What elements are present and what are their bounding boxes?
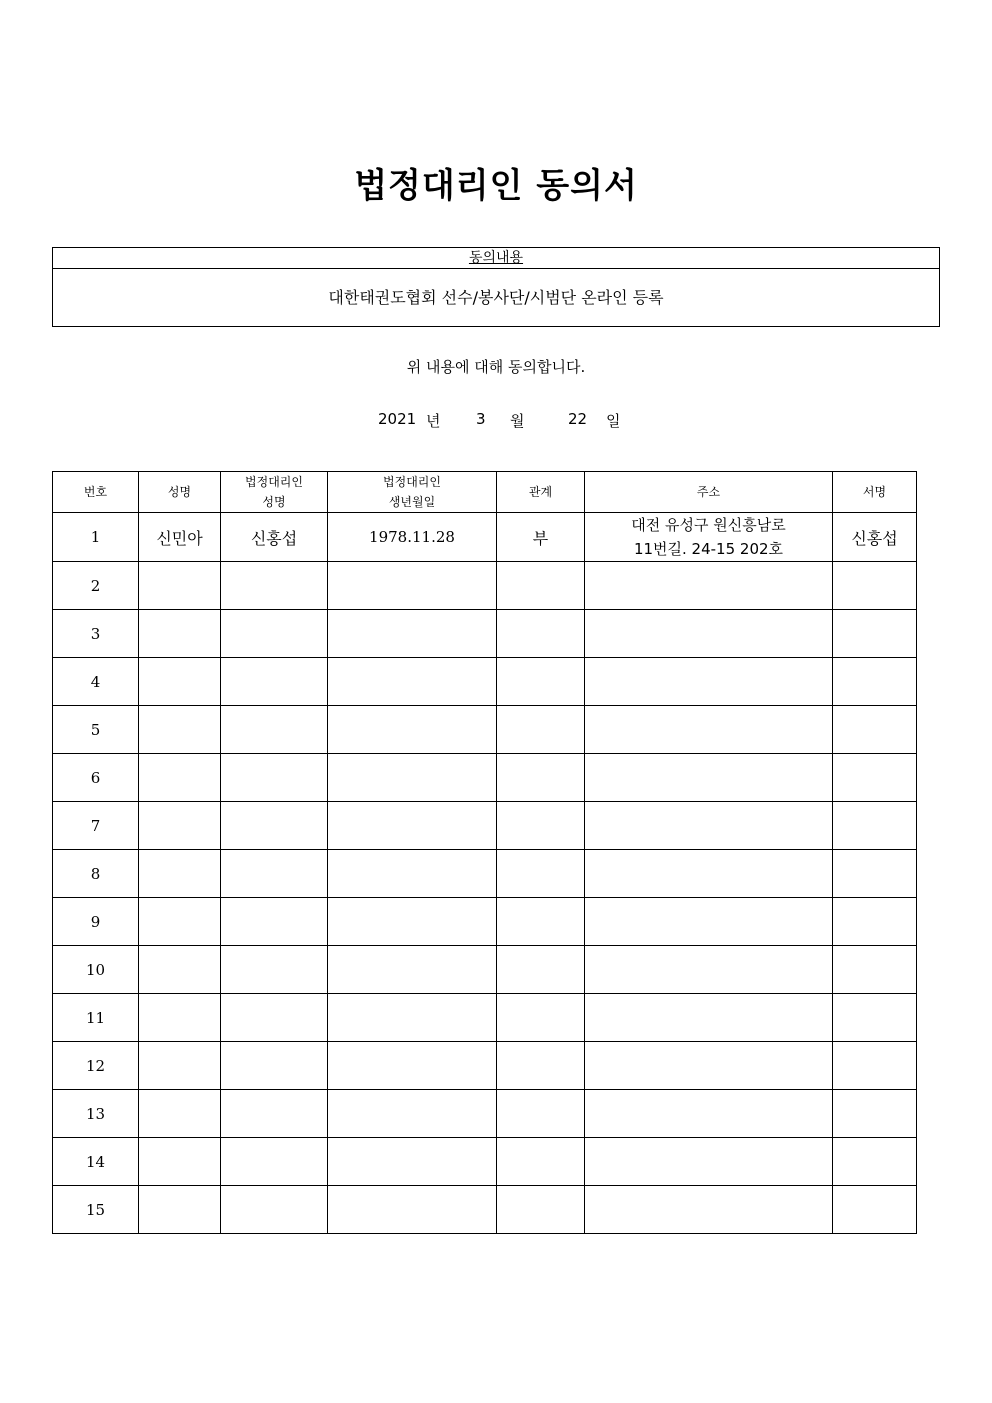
cell-address[interactable] [585,513,833,562]
address-line-2: 11번길. 24-15 202호 [633,540,784,558]
cell-signature[interactable] [833,946,917,994]
date-month: 3 [476,410,486,428]
cell-name[interactable] [139,1138,221,1186]
cell-address[interactable] [585,898,833,946]
cell-relation[interactable] [497,610,585,658]
header-address: 주소 [585,472,833,513]
table-row [53,946,917,994]
cell-relation[interactable] [497,850,585,898]
cell-guardian-birth[interactable] [328,994,497,1042]
cell-guardian-name[interactable] [221,1042,328,1090]
cell-signature[interactable] [833,1186,917,1234]
table-row [53,898,917,946]
cell-name[interactable] [139,706,221,754]
header-guardian-birth: 법정대리인 생년월일 [328,472,497,513]
cell-address[interactable] [585,754,833,802]
cell-guardian-name[interactable] [221,1090,328,1138]
cell-guardian-name[interactable] [221,658,328,706]
cell-guardian-name[interactable]: 신홍섭 [221,513,328,562]
date-year: 2021 [378,410,417,428]
cell-relation[interactable] [497,1186,585,1234]
header-name: 성명 [139,472,221,513]
cell-signature[interactable] [833,706,917,754]
cell-address[interactable] [585,1138,833,1186]
table-row [53,513,917,562]
date-day: 22 [568,410,588,428]
cell-signature[interactable] [833,994,917,1042]
cell-guardian-name[interactable] [221,754,328,802]
cell-guardian-birth[interactable] [328,754,497,802]
cell-address[interactable] [585,994,833,1042]
cell-address[interactable] [585,850,833,898]
cell-address[interactable] [585,658,833,706]
cell-no[interactable]: 7 [53,802,139,850]
cell-name[interactable] [139,1186,221,1234]
date-day-unit: 일 [606,412,621,430]
cell-guardian-name[interactable] [221,850,328,898]
cell-name[interactable]: 신민아 [139,513,221,562]
cell-signature[interactable] [833,1090,917,1138]
cell-guardian-birth[interactable] [328,850,497,898]
cell-signature[interactable] [833,1138,917,1186]
cell-guardian-name[interactable] [221,1138,328,1186]
cell-signature[interactable] [833,1042,917,1090]
cell-signature[interactable]: 신홍섭 [833,513,917,562]
cell-guardian-birth[interactable] [328,1186,497,1234]
agreement-statement: 위 내용에 대해 동의합니다. [406,358,586,376]
consent-header [53,248,939,269]
cell-guardian-name[interactable] [221,1186,328,1234]
cell-guardian-birth[interactable] [328,802,497,850]
cell-name[interactable] [139,562,221,610]
cell-no[interactable]: 9 [53,898,139,946]
cell-no[interactable]: 2 [53,562,139,610]
cell-relation[interactable] [497,754,585,802]
header-relation: 관계 [497,472,585,513]
table-row [53,850,917,898]
cell-no[interactable]: 3 [53,610,139,658]
table-row [53,658,917,706]
cell-name[interactable] [139,754,221,802]
document-title: 법정대리인 동의서 [354,166,638,206]
cell-no[interactable]: 8 [53,850,139,898]
cell-name[interactable] [139,850,221,898]
cell-relation[interactable] [497,1138,585,1186]
cell-address[interactable] [585,706,833,754]
table-row [53,1138,917,1186]
cell-no[interactable]: 10 [53,946,139,994]
cell-guardian-name[interactable] [221,562,328,610]
cell-guardian-birth[interactable] [328,658,497,706]
cell-guardian-birth[interactable] [328,706,497,754]
cell-guardian-birth[interactable]: 1978.11.28 [328,513,497,562]
cell-guardian-name[interactable] [221,802,328,850]
cell-name[interactable] [139,898,221,946]
cell-guardian-name[interactable] [221,610,328,658]
table-row [53,994,917,1042]
cell-address[interactable] [585,946,833,994]
consent-header-label: 동의내용 [468,250,524,266]
cell-no[interactable]: 4 [53,658,139,706]
cell-guardian-name[interactable] [221,706,328,754]
header-no: 번호 [53,472,139,513]
cell-name[interactable] [139,802,221,850]
cell-guardian-name[interactable] [221,946,328,994]
cell-relation[interactable] [497,1090,585,1138]
cell-no[interactable]: 12 [53,1042,139,1090]
registration-table [52,471,917,1234]
cell-guardian-name[interactable] [221,994,328,1042]
cell-no[interactable]: 5 [53,706,139,754]
cell-relation[interactable] [497,898,585,946]
cell-no[interactable]: 14 [53,1138,139,1186]
date-month-unit: 월 [510,412,525,430]
cell-name[interactable] [139,1042,221,1090]
cell-no[interactable]: 6 [53,754,139,802]
cell-guardian-birth[interactable] [328,898,497,946]
cell-guardian-birth[interactable] [328,562,497,610]
cell-no[interactable]: 11 [53,994,139,1042]
cell-signature[interactable] [833,562,917,610]
table-header-row [53,472,917,513]
table-row [53,1042,917,1090]
cell-signature[interactable] [833,898,917,946]
cell-signature[interactable] [833,658,917,706]
table-row [53,1090,917,1138]
cell-signature[interactable] [833,802,917,850]
address-line-1: 대전 유성구 원신흥남로 [631,516,786,534]
cell-name[interactable] [139,994,221,1042]
cell-guardian-birth[interactable] [328,1042,497,1090]
cell-relation[interactable] [497,658,585,706]
table-row [53,610,917,658]
table-row [53,706,917,754]
cell-name[interactable] [139,658,221,706]
cell-signature[interactable] [833,610,917,658]
cell-signature[interactable] [833,850,917,898]
cell-name[interactable] [139,946,221,994]
cell-guardian-birth[interactable] [328,1138,497,1186]
header-guardian-name: 법정대리인 성명 [221,472,328,513]
table-row [53,562,917,610]
cell-relation[interactable] [497,706,585,754]
cell-guardian-birth[interactable] [328,1090,497,1138]
cell-relation[interactable]: 부 [497,513,585,562]
cell-relation[interactable] [497,1042,585,1090]
cell-address[interactable] [585,802,833,850]
cell-address[interactable] [585,562,833,610]
cell-guardian-name[interactable] [221,898,328,946]
cell-address[interactable] [585,610,833,658]
consent-content: 대한태권도협회 선수/봉사단/시범단 온라인 등록 [328,288,664,307]
cell-relation[interactable] [497,994,585,1042]
header-signature: 서명 [833,472,917,513]
date-year-unit: 년 [426,412,441,430]
cell-signature[interactable] [833,754,917,802]
table-row [53,1186,917,1234]
table-row [53,802,917,850]
cell-name[interactable] [139,1090,221,1138]
cell-address[interactable] [585,1186,833,1234]
cell-guardian-birth[interactable] [328,946,497,994]
cell-no[interactable]: 1 [53,513,139,562]
cell-relation[interactable] [497,946,585,994]
cell-guardian-birth[interactable] [328,610,497,658]
cell-name[interactable] [139,610,221,658]
table-row [53,754,917,802]
cell-no[interactable]: 15 [53,1186,139,1234]
cell-relation[interactable] [497,802,585,850]
cell-relation[interactable] [497,562,585,610]
cell-no[interactable]: 13 [53,1090,139,1138]
cell-address[interactable] [585,1042,833,1090]
cell-address[interactable] [585,1090,833,1138]
consent-box [52,247,940,327]
